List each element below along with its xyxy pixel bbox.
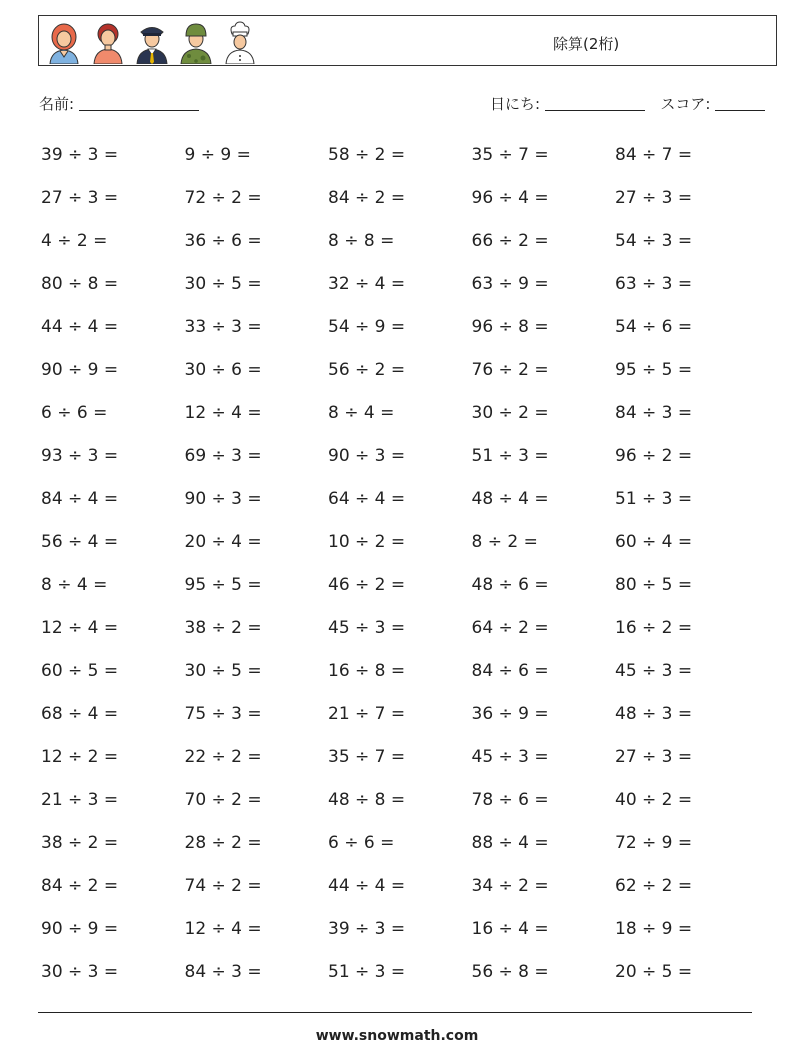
division-problem: 8 ÷ 4 = [41,575,108,595]
division-problem: 20 ÷ 5 = [615,962,693,982]
division-problem: 44 ÷ 4 = [41,317,119,337]
division-problem: 44 ÷ 4 = [328,876,406,896]
boy-avatar-icon [89,20,127,64]
problem-row [41,529,761,572]
division-problem: 16 ÷ 2 = [615,618,693,638]
division-problem: 84 ÷ 2 = [328,188,406,208]
avatar-strip [45,20,259,64]
division-problem: 22 ÷ 2 = [184,747,262,767]
problem-row [41,400,761,443]
division-problem: 27 ÷ 3 = [615,747,693,767]
problem-row [41,271,761,314]
division-problem: 60 ÷ 5 = [41,661,119,681]
division-problem: 84 ÷ 7 = [615,145,693,165]
division-problem: 95 ÷ 5 = [184,575,262,595]
division-problem: 75 ÷ 3 = [184,704,262,724]
division-problem: 70 ÷ 2 = [184,790,262,810]
score-line[interactable] [715,109,765,111]
problem-row [41,787,761,830]
division-problem: 46 ÷ 2 = [328,575,406,595]
problem-row [41,830,761,873]
division-problem: 90 ÷ 9 = [41,360,119,380]
division-problem: 88 ÷ 4 = [471,833,549,853]
division-problem: 95 ÷ 5 = [615,360,693,380]
problem-row [41,701,761,744]
division-problem: 38 ÷ 2 = [41,833,119,853]
division-problem: 54 ÷ 9 = [328,317,406,337]
division-problem: 10 ÷ 2 = [328,532,406,552]
division-problem: 96 ÷ 4 = [471,188,549,208]
division-problem: 96 ÷ 8 = [471,317,549,337]
division-problem: 80 ÷ 5 = [615,575,693,595]
division-problem: 12 ÷ 4 = [41,618,119,638]
division-problem: 4 ÷ 2 = [41,231,108,251]
division-problem: 45 ÷ 3 = [615,661,693,681]
division-problem: 56 ÷ 4 = [41,532,119,552]
division-problem: 20 ÷ 4 = [184,532,262,552]
division-problem: 72 ÷ 2 = [184,188,262,208]
footer-divider [38,1012,752,1013]
division-problem: 76 ÷ 2 = [471,360,549,380]
division-problem: 8 ÷ 8 = [328,231,395,251]
police-officer-avatar-icon [133,20,171,64]
division-problem: 69 ÷ 3 = [184,446,262,466]
division-problem: 45 ÷ 3 = [328,618,406,638]
division-problem: 84 ÷ 3 = [184,962,262,982]
division-problem: 84 ÷ 3 = [615,403,693,423]
division-problem: 93 ÷ 3 = [41,446,119,466]
division-problem: 84 ÷ 2 = [41,876,119,896]
division-problem: 54 ÷ 6 = [615,317,693,337]
division-problem: 30 ÷ 3 = [41,962,119,982]
date-line[interactable] [545,109,645,111]
division-problem: 48 ÷ 8 = [328,790,406,810]
division-problem: 21 ÷ 7 = [328,704,406,724]
division-problem: 6 ÷ 6 = [41,403,108,423]
division-problem: 51 ÷ 3 = [328,962,406,982]
name-line[interactable] [79,109,199,111]
problem-row [41,572,761,615]
division-problem: 9 ÷ 9 = [184,145,251,165]
problem-row [41,314,761,357]
division-problem: 30 ÷ 5 = [184,661,262,681]
problem-row [41,357,761,400]
division-problem: 12 ÷ 2 = [41,747,119,767]
division-problem: 30 ÷ 2 = [471,403,549,423]
date-score-field [490,93,765,114]
division-problem: 30 ÷ 5 = [184,274,262,294]
footer-url: www.snowmath.com [315,1028,479,1044]
division-problem: 80 ÷ 8 = [41,274,119,294]
division-problem: 48 ÷ 6 = [471,575,549,595]
problem-row [41,443,761,486]
header-box [38,15,777,66]
division-problem: 30 ÷ 6 = [184,360,262,380]
chef-avatar-icon [221,20,259,64]
problem-row [41,228,761,271]
division-problem: 38 ÷ 2 = [184,618,262,638]
worksheet-title: 除算(2桁) [553,35,620,53]
problem-row [41,486,761,529]
division-problem: 39 ÷ 3 = [328,919,406,939]
division-problem: 84 ÷ 6 = [471,661,549,681]
division-problem: 8 ÷ 4 = [328,403,395,423]
division-problem: 90 ÷ 9 = [41,919,119,939]
division-problem: 40 ÷ 2 = [615,790,693,810]
name-field [39,93,199,114]
division-problem: 62 ÷ 2 = [615,876,693,896]
division-problem: 36 ÷ 9 = [471,704,549,724]
division-problem: 54 ÷ 3 = [615,231,693,251]
division-problem: 72 ÷ 9 = [615,833,693,853]
problem-row [41,658,761,701]
problem-row [41,142,761,185]
division-problem: 51 ÷ 3 = [615,489,693,509]
division-problem: 12 ÷ 4 = [184,919,262,939]
division-problem: 56 ÷ 8 = [471,962,549,982]
division-problem: 16 ÷ 4 = [471,919,549,939]
division-problem: 45 ÷ 3 = [471,747,549,767]
problem-row [41,959,761,1002]
division-problem: 8 ÷ 2 = [471,532,538,552]
division-problem: 63 ÷ 9 = [471,274,549,294]
division-problem: 35 ÷ 7 = [328,747,406,767]
division-problem: 78 ÷ 6 = [471,790,549,810]
division-problem: 16 ÷ 8 = [328,661,406,681]
division-problem: 63 ÷ 3 = [615,274,693,294]
division-problem: 56 ÷ 2 = [328,360,406,380]
division-problem: 32 ÷ 4 = [328,274,406,294]
date-label: 日にち: [490,95,541,113]
division-problem: 21 ÷ 3 = [41,790,119,810]
division-problem: 34 ÷ 2 = [471,876,549,896]
division-problem: 28 ÷ 2 = [184,833,262,853]
woman-avatar-icon [45,20,83,64]
division-problem: 39 ÷ 3 = [41,145,119,165]
division-problem: 96 ÷ 2 = [615,446,693,466]
problem-row [41,185,761,228]
division-problem: 84 ÷ 4 = [41,489,119,509]
division-problem: 64 ÷ 2 = [471,618,549,638]
division-problem: 51 ÷ 3 = [471,446,549,466]
division-problem: 74 ÷ 2 = [184,876,262,896]
division-problem: 36 ÷ 6 = [184,231,262,251]
division-problem: 90 ÷ 3 = [184,489,262,509]
division-problem: 60 ÷ 4 = [615,532,693,552]
division-problem: 48 ÷ 4 = [471,489,549,509]
score-label: スコア: [660,95,711,113]
division-problem: 18 ÷ 9 = [615,919,693,939]
division-problem: 27 ÷ 3 = [41,188,119,208]
division-problem: 58 ÷ 2 = [328,145,406,165]
problem-row [41,916,761,959]
problem-grid [41,142,761,1002]
problem-row [41,615,761,658]
name-label: 名前: [39,95,75,113]
division-problem: 90 ÷ 3 = [328,446,406,466]
division-problem: 6 ÷ 6 = [328,833,395,853]
soldier-avatar-icon [177,20,215,64]
division-problem: 68 ÷ 4 = [41,704,119,724]
division-problem: 33 ÷ 3 = [184,317,262,337]
division-problem: 48 ÷ 3 = [615,704,693,724]
division-problem: 66 ÷ 2 = [471,231,549,251]
division-problem: 27 ÷ 3 = [615,188,693,208]
division-problem: 12 ÷ 4 = [184,403,262,423]
problem-row [41,873,761,916]
division-problem: 35 ÷ 7 = [471,145,549,165]
division-problem: 64 ÷ 4 = [328,489,406,509]
problem-row [41,744,761,787]
